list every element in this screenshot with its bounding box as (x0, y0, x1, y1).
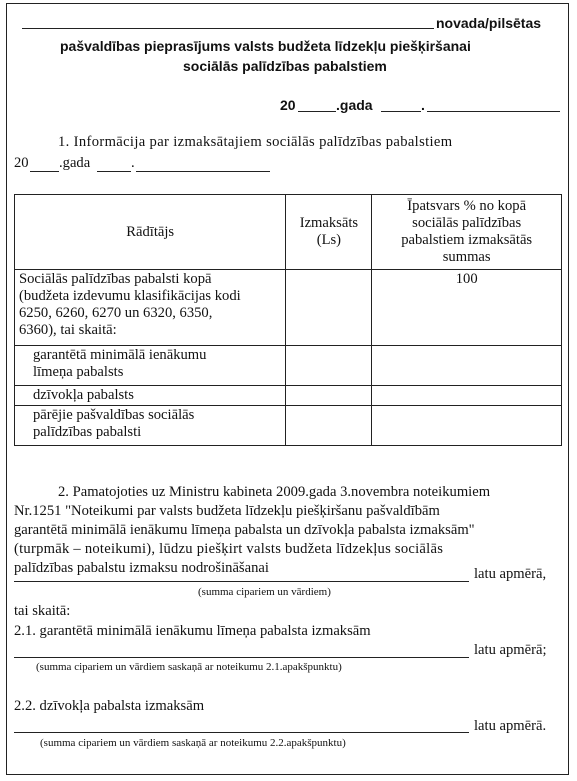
total-amount-blank[interactable] (14, 581, 469, 582)
row-other-paid-cell[interactable] (286, 406, 372, 446)
row-gmi-share-cell[interactable] (372, 346, 562, 386)
section2-line1: 2. Pamatojoties uz Ministru kabineta 2009.gada 3.novembra noteikumiem (58, 484, 491, 500)
row-housing-label: dzīvokļa pabalsts (15, 386, 286, 406)
housing-amount-caption: (summa cipariem un vārdiem saskaņā ar noteikumu 2.2.apakšpunktu) (40, 737, 346, 749)
housing-amount-suffix: latu apmērā. (474, 718, 547, 734)
section2-line4: (turpmāk – noteikumi), lūdzu piešķirt valsts budžeta līdzekļus sociālās (14, 541, 444, 557)
col-header-share: Īpatsvars % no kopā sociālās palīdzības pabalstiem izmaksātās summas (372, 195, 562, 270)
total-amount-caption: (summa cipariem un vārdiem) (198, 586, 331, 598)
header-line1-suffix: novada/pilsētas (436, 15, 542, 31)
section2-line2: Nr.1251 "Noteikumi par valsts budžeta līdzekļu piešķiršanu pašvaldībām (14, 503, 440, 519)
date-year-blank[interactable] (298, 111, 336, 112)
row-gmi-paid-cell[interactable] (286, 346, 372, 386)
row-total-share-cell: 100 (372, 270, 562, 346)
date-prefix: 20 (280, 97, 296, 113)
header-line3: sociālās palīdzības pabalstiem (183, 58, 387, 74)
municipality-name-blank[interactable] (22, 28, 434, 29)
section1-year-blank[interactable] (30, 171, 59, 172)
section1-text: 1. Informācija par izmaksātajiem sociālās palīdzības pabalstiem (58, 134, 453, 150)
tai-skaita-label: tai skaitā: (14, 603, 71, 619)
row-gmi-label: garantētā minimālā ienākumu līmeņa pabalsts (15, 346, 286, 386)
date-dot: . (421, 97, 425, 113)
gmi-amount-suffix: latu apmērā; (474, 642, 547, 658)
section1-year-prefix: 20 (14, 155, 29, 171)
date-month-blank[interactable] (427, 111, 560, 112)
date-gada: .gada (336, 97, 373, 113)
benefits-table (14, 194, 562, 446)
table-header-row (15, 195, 562, 270)
section2-line3: garantētā minimālā ienākumu līmeņa pabalsta un dzīvokļa pabalsta izmaksām" (14, 522, 475, 538)
housing-amount-blank[interactable] (14, 732, 469, 733)
table-row (15, 346, 562, 386)
row-other-label: pārējie pašvaldības sociālās palīdzības pabalsti (15, 406, 286, 446)
section21-label: 2.1. garantētā minimālā ienākumu līmeņa pabalsta izmaksām (14, 623, 371, 639)
row-other-share-cell[interactable] (372, 406, 562, 446)
section2-line5: palīdzības pabalstu izmaksu nodrošināšanai (14, 560, 269, 576)
row-housing-share-cell[interactable] (372, 386, 562, 406)
table-row (15, 386, 562, 406)
section22-label: 2.2. dzīvokļa pabalsta izmaksām (14, 698, 205, 714)
gmi-amount-blank[interactable] (14, 657, 469, 658)
table-row (15, 270, 562, 346)
section1-gada: .gada (59, 155, 91, 171)
row-total-label: Sociālās palīdzības pabalsti kopā (budžeta izdevumu klasifikācijas kodi 6250, 6260, 6270 un 6320, 6350, 6360), tai skaitā: (15, 270, 286, 346)
gmi-amount-caption: (summa cipariem un vārdiem saskaņā ar noteikumu 2.1.apakšpunktu) (36, 661, 342, 673)
col-header-paid: Izmaksāts (Ls) (286, 195, 372, 270)
row-total-paid-cell[interactable] (286, 270, 372, 346)
table-row (15, 406, 562, 446)
section1-day-blank[interactable] (97, 171, 131, 172)
date-day-blank[interactable] (381, 111, 421, 112)
col-header-indicator: Rādītājs (15, 195, 286, 270)
row-housing-paid-cell[interactable] (286, 386, 372, 406)
section1-month-blank[interactable] (136, 171, 270, 172)
total-amount-suffix: latu apmērā, (474, 566, 547, 582)
header-line2: pašvaldības pieprasījums valsts budžeta līdzekļu piešķiršanai (60, 38, 471, 54)
section1-dot: . (131, 155, 135, 171)
